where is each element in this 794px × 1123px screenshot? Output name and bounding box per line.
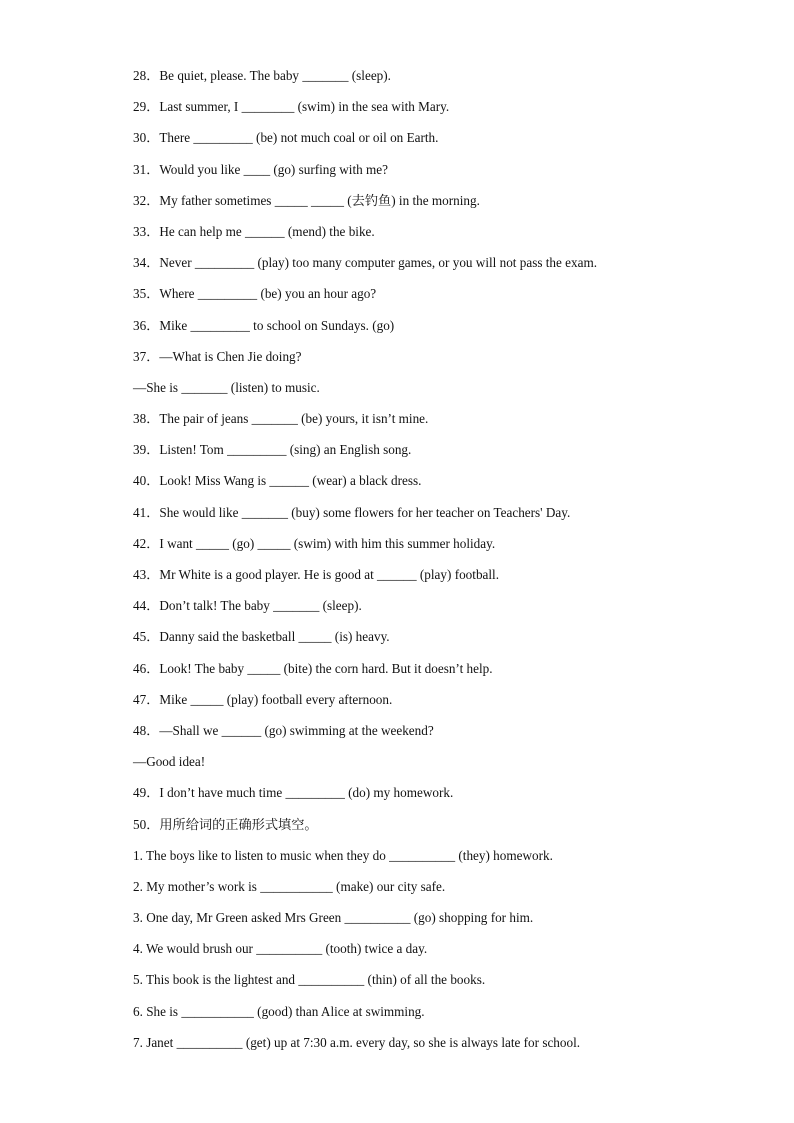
question-42: 42．I want _____ (go) _____ (swim) with him this summer holiday. (133, 535, 496, 551)
question-32: 32．My father sometimes _____ _____ (去钓鱼) in the morning. (133, 192, 480, 208)
sub-question-3: 3. One day, Mr Green asked Mrs Green __________ (go) shopping for him. (133, 910, 534, 926)
question-34: 34．Never _________ (play) too many computer games, or you will not pass the exam. (133, 255, 598, 271)
question-37-answer-line: —She is _______ (listen) to music. (133, 379, 320, 395)
question-35: 35．Where _________ (be) you an hour ago? (133, 286, 377, 302)
question-47: 47．Mike _____ (play) football every afternoon. (133, 691, 393, 707)
sub-question-2: 2. My mother’s work is ___________ (make) our city safe. (133, 878, 446, 894)
question-29: 29．Last summer, I ________ (swim) in the sea with Mary. (133, 99, 450, 115)
question-28: 28．Be quiet, please. The baby _______ (sleep). (133, 68, 391, 83)
question-36: 36．Mike _________ to school on Sundays. (go) (133, 317, 395, 333)
question-49: 49．I don’t have much time _________ (do) my homework. (133, 785, 454, 801)
question-31: 31．Would you like ____ (go) surfing with me? (133, 161, 388, 177)
question-48-answer-line: —Good idea! (133, 754, 206, 770)
sub-question-6: 6. She is ___________ (good) than Alice at swimming. (133, 1003, 425, 1019)
question-37: 37．—What is Chen Jie doing? (133, 348, 302, 364)
question-38: 38．The pair of jeans _______ (be) yours, it isn’t mine. (133, 411, 429, 427)
question-40: 40．Look! Miss Wang is ______ (wear) a black dress. (133, 473, 422, 489)
sub-question-1: 1. The boys like to listen to music when they do __________ (they) homework. (133, 847, 553, 863)
question-33: 33．He can help me ______ (mend) the bike. (133, 223, 375, 239)
question-45: 45．Danny said the basketball _____ (is) heavy. (133, 629, 390, 645)
sub-question-7: 7. Janet __________ (get) up at 7:30 a.m. every day, so she is always late for school. (133, 1034, 581, 1050)
question-41: 41．She would like _______ (buy) some flowers for her teacher on Teachers' Day. (133, 504, 571, 520)
question-39: 39．Listen! Tom _________ (sing) an English song. (133, 442, 412, 458)
sub-question-4: 4. We would brush our __________ (tooth) twice a day. (133, 941, 428, 957)
question-50-heading: 50．用所给词的正确形式填空。 (133, 816, 318, 832)
exercise-list (133, 64, 753, 1062)
question-44: 44．Don’t talk! The baby _______ (sleep). (133, 598, 362, 614)
sub-question-5: 5. This book is the lightest and __________ (thin) of all the books. (133, 972, 486, 988)
question-46: 46．Look! The baby _____ (bite) the corn hard. But it doesn’t help. (133, 660, 493, 676)
question-48: 48．—Shall we ______ (go) swimming at the weekend? (133, 722, 434, 738)
question-43: 43．Mr White is a good player. He is good at ______ (play) football. (133, 567, 500, 582)
question-30: 30．There _________ (be) not much coal or oil on Earth. (133, 130, 439, 146)
